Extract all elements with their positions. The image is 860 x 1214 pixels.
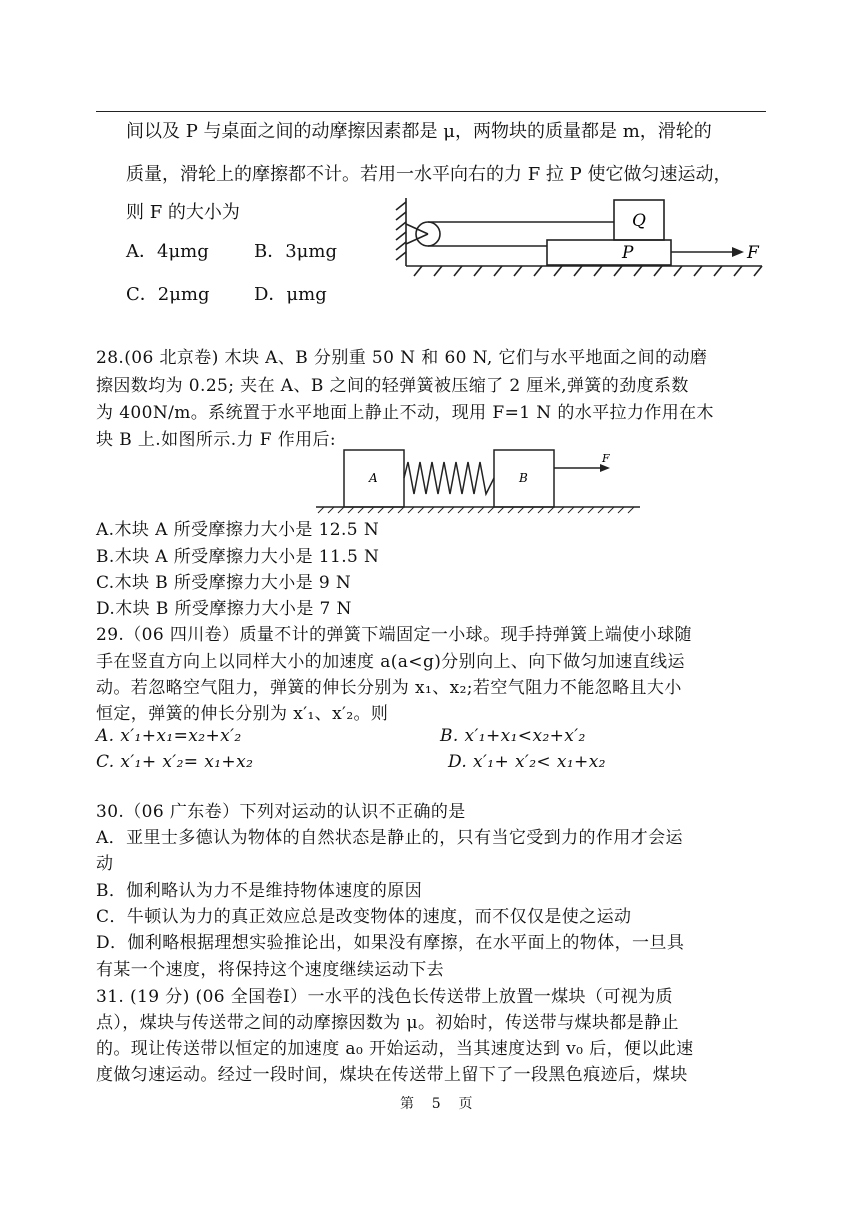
q28-line-3: 为 400N/m。系统置于水平地面上静止不动，现用 F=1 N 的水平拉力作用在木 <box>96 403 714 423</box>
q29-line-3: 动。若忽略空气阻力，弹簧的伸长分别为 x₁、x₂;若空气阻力不能忽略且大小 <box>96 678 682 698</box>
q29-option-c: C. x′₁+ x′₂= x₁+x₂ <box>96 752 254 772</box>
q27-label-p: P <box>622 243 634 263</box>
q28-option-c: C.木块 B 所受摩擦力大小是 9 N <box>96 573 352 593</box>
q27-line-2: 质量，滑轮上的摩擦都不计。若用一水平向右的力 F 拉 P 使它做匀速运动， <box>126 164 732 185</box>
q27-option-d: D．μmg <box>254 284 327 305</box>
q28-line-1: 28.(06 北京卷) 木块 A、B 分别重 50 N 和 60 N, 它们与水平地面之间的动磨 <box>96 348 708 368</box>
q27-option-a: A．4μmg <box>126 241 209 262</box>
q27-option-b: B．3μmg <box>254 241 337 262</box>
q27-label-f: F <box>747 243 759 263</box>
q29-line-4: 恒定，弹簧的伸长分别为 x′₁、x′₂。则 <box>96 704 389 724</box>
q29-option-a: A. x′₁+x₁=x₂+x′₂ <box>96 726 242 746</box>
q30-option-b: B．伽利略认为力不是维持物体速度的原因 <box>96 881 423 901</box>
header-rule <box>96 111 766 112</box>
q29-line-1: 29.（06 四川卷）质量不计的弹簧下端固定一小球。现手持弹簧上端使小球随 <box>96 625 692 645</box>
q28-label-f: F <box>602 452 610 465</box>
q31-line-3: 的。现让传送带以恒定的加速度 a₀ 开始运动，当其速度达到 v₀ 后，便以此速 <box>96 1039 694 1059</box>
q28-option-d: D.木块 B 所受摩擦力大小是 7 N <box>96 599 352 619</box>
q28-line-2: 擦因数均为 0.25; 夹在 A、B 之间的轻弹簧被压缩了 2 厘米,弹簧的劲度系数 <box>96 376 689 396</box>
q31-line-1: 31. (19 分) (06 全国卷Ⅰ）一水平的浅色长传送带上放置一煤块（可视为质 <box>96 987 673 1007</box>
page-number: 第 5 页 <box>400 1096 473 1112</box>
q28-line-4: 块 B 上.如图所示.力 F 作用后: <box>96 430 337 450</box>
q27-pulley-figure <box>392 190 766 278</box>
q27-label-q: Q <box>632 211 646 231</box>
q30-option-a-line-1: A．亚里士多德认为物体的自然状态是静止的，只有当它受到力的作用才会运 <box>96 828 683 848</box>
q29-option-b: B. x′₁+x₁<x₂+x′₂ <box>440 726 586 746</box>
q28-label-a: A <box>369 471 378 485</box>
q30-option-d-line-2: 有某一个速度，将保持这个速度继续运动下去 <box>96 960 444 980</box>
q28-option-b: B.木块 A 所受摩擦力大小是 11.5 N <box>96 547 380 567</box>
q27-line-1: 间以及 P 与桌面之间的动摩擦因素都是 μ，两物块的质量都是 m，滑轮的 <box>126 121 712 142</box>
q28-label-b: B <box>519 471 528 485</box>
q27-option-c: C．2μmg <box>126 284 210 305</box>
q30-option-a-line-2: 动 <box>96 854 114 874</box>
q30-option-c: C．牛顿认为力的真正效应总是改变物体的速度，而不仅仅是使之运动 <box>96 907 632 927</box>
q28-spring-figure <box>314 444 642 514</box>
q29-option-d: D. x′₁+ x′₂< x₁+x₂ <box>448 752 606 772</box>
q27-line-3: 则 F 的大小为 <box>126 202 240 223</box>
q28-option-a: A.木块 A 所受摩擦力大小是 12.5 N <box>96 520 380 540</box>
q31-line-2: 点），煤块与传送带之间的动摩擦因数为 μ。初始时，传送带与煤块都是静止 <box>96 1013 679 1033</box>
q30-option-d-line-1: D．伽利略根据理想实验推论出，如果没有摩擦，在水平面上的物体，一旦具 <box>96 933 685 953</box>
q31-line-4: 度做匀速运动。经过一段时间，煤块在传送带上留下了一段黑色痕迹后，煤块 <box>96 1065 688 1085</box>
q29-line-2: 手在竖直方向上以同样大小的加速度 a(a<g)分别向上、向下做匀加速直线运 <box>96 652 685 672</box>
q30-line-1: 30.（06 广东卷）下列对运动的认识不正确的是 <box>96 802 466 822</box>
